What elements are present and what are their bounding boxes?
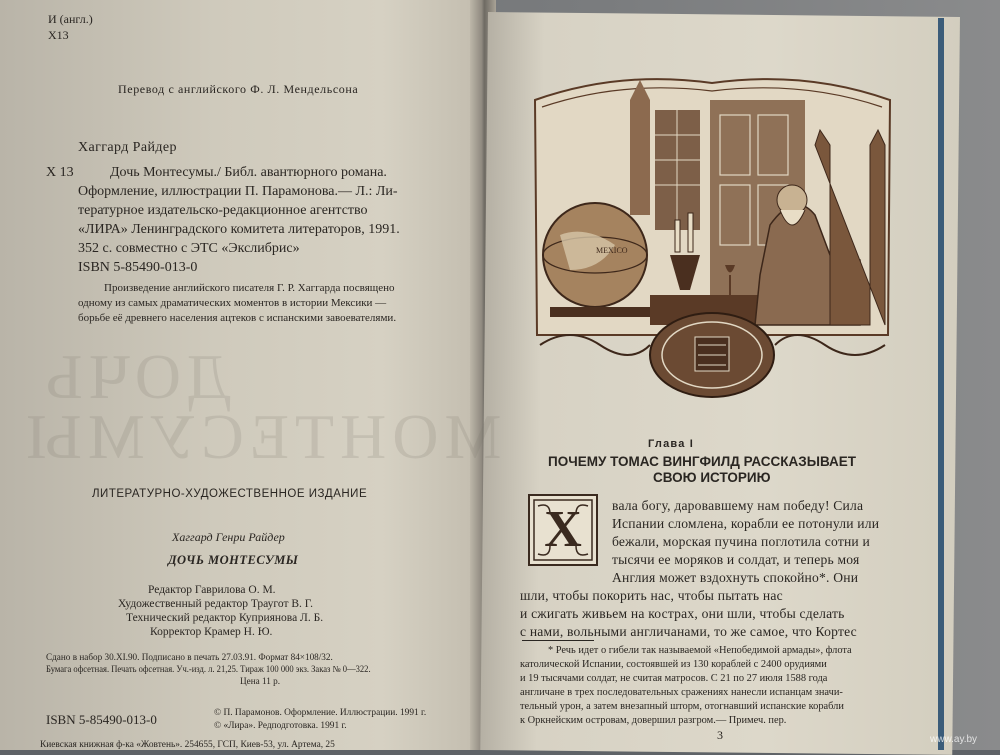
annotation-line: Произведение английского писателя Г. Р. Хаггарда посвящено <box>104 282 395 294</box>
bibl-line: Оформление, иллюстрации П. Парамонова.— Л.: Ли- <box>78 184 398 199</box>
bibl-code: Х 13 <box>46 165 74 180</box>
bibl-line: Дочь Монтесумы./ Библ. авантюрного романа. <box>110 165 387 180</box>
page-number: 3 <box>717 728 723 742</box>
body-text-line: Англия может вздохнуть спокойно*. Они <box>612 570 859 585</box>
chapter-title: СВОЮ ИСТОРИЮ <box>653 470 771 485</box>
catalog-code: И (англ.) <box>48 12 93 26</box>
footnote-line: англичане в трех последовательных сражениях нанесли испанцам значи- <box>520 687 843 698</box>
body-text-line: и сжигать живьем на кострах, они шли, чтобы сделать <box>520 606 845 621</box>
footnote-line: католической Испании, состоявшей из 130 кораблей с 2400 орудиями <box>520 659 827 670</box>
credit-line: Технический редактор Куприянова Л. Б. <box>126 612 324 624</box>
drop-cap-letter: Х <box>544 501 582 558</box>
print-line: Бумага офсетная. Печать офсетная. Уч.-изд. л. 21,25. Тираж 100 000 экз. Заказ № 0—322. <box>46 664 371 674</box>
globe-label: MEXICO <box>596 246 628 255</box>
copyright-line: © «Лира». Редподготовка. 1991 г. <box>214 721 347 731</box>
author-full: Хаггард Генри Райдер <box>172 530 285 544</box>
drop-cap <box>528 494 598 566</box>
book-title: ДОЧЬ МОНТЕСУМЫ <box>168 553 299 567</box>
footnote-line: к Оркнейским островам, довершил разгром.— Примеч. пер. <box>520 715 787 726</box>
chapter-title: ПОЧЕМУ ТОМАС ВИНГФИЛД РАССКАЗЫВАЕТ <box>548 454 857 469</box>
bleed-through-decoration: МОНТЕСУМЫ <box>20 401 502 472</box>
credit-line: Редактор Гаврилова О. М. <box>148 584 276 596</box>
body-text-line: тысячи ее моряков и солдат, и теперь моя <box>612 552 860 567</box>
footnote-rule <box>522 640 594 641</box>
body-text-line: Испании сломлена, корабли ее потонули или <box>612 516 880 531</box>
edition-type: ЛИТЕРАТУРНО-ХУДОЖЕСТВЕННОЕ ИЗДАНИЕ <box>92 488 368 500</box>
translator-line: Перевод с английского Ф. Л. Мендельсона <box>118 82 359 96</box>
printer-line: Киевская книжная ф-ка «Жовтень». 254655, ГСП, Киев-53, ул. Артема, 25 <box>40 740 335 750</box>
footnote-line: * Речь идет о гибели так называемой «Непобедимой армады», флота <box>548 645 852 656</box>
body-text-line: шли, чтобы покорить нас, чтобы пытать нас <box>520 588 783 603</box>
watermark: www.ay.by <box>930 734 978 745</box>
author-heading: Хаггард Райдер <box>78 140 177 155</box>
annotation-line: борьбе её древнего населения ацтеков с испанскими завоевателями. <box>78 312 397 324</box>
chapter-label: Глава I <box>648 438 695 450</box>
body-text-line: вала богу, даровавшему нам победу! Сила <box>612 498 864 513</box>
isbn-line: ISBN 5-85490-013-0 <box>78 260 198 275</box>
chapter-illustration <box>530 75 895 405</box>
price-line: Цена 11 р. <box>240 676 281 686</box>
body-text-line: бежали, морская пучина поглотила сотни и <box>612 534 870 549</box>
isbn-bottom: ISBN 5-85490-013-0 <box>46 712 157 727</box>
print-line: Сдано в набор 30.XI.90. Подписано в печать 27.03.91. Формат 84×108/32. <box>46 652 333 662</box>
annotation-line: одному из самых драматических моментов в истории Мексики — <box>78 297 387 309</box>
credit-line: Художественный редактор Траугот В. Г. <box>118 598 314 610</box>
cover-edge <box>938 18 944 750</box>
bibl-line: «ЛИРА» Ленинградского комитета литераторов, 1991. <box>78 222 400 237</box>
catalog-index: Х13 <box>48 28 69 42</box>
bibl-line: 352 с. совместно с ЭТС «Экслибрис» <box>78 241 300 256</box>
bibl-line: тературное издательско-редакционное агентство <box>78 203 368 218</box>
footnote-line: и 19 тысячами солдат, не считая матросов. С 21 по 27 июля 1588 года <box>520 673 828 684</box>
copyright-line: © П. Парамонов. Оформление. Иллюстрации. 1991 г. <box>214 708 427 718</box>
footnote-line: тельный урон, а затем внезапный шторм, отогнавший испанские корабли <box>520 701 844 712</box>
credit-line: Корректор Крамер Н. Ю. <box>150 626 273 638</box>
body-text-line: с нами, вольными англичанами, то же самое, что Кортес <box>520 624 857 639</box>
bleed-through-decoration: ДОЧЬ <box>40 341 231 412</box>
